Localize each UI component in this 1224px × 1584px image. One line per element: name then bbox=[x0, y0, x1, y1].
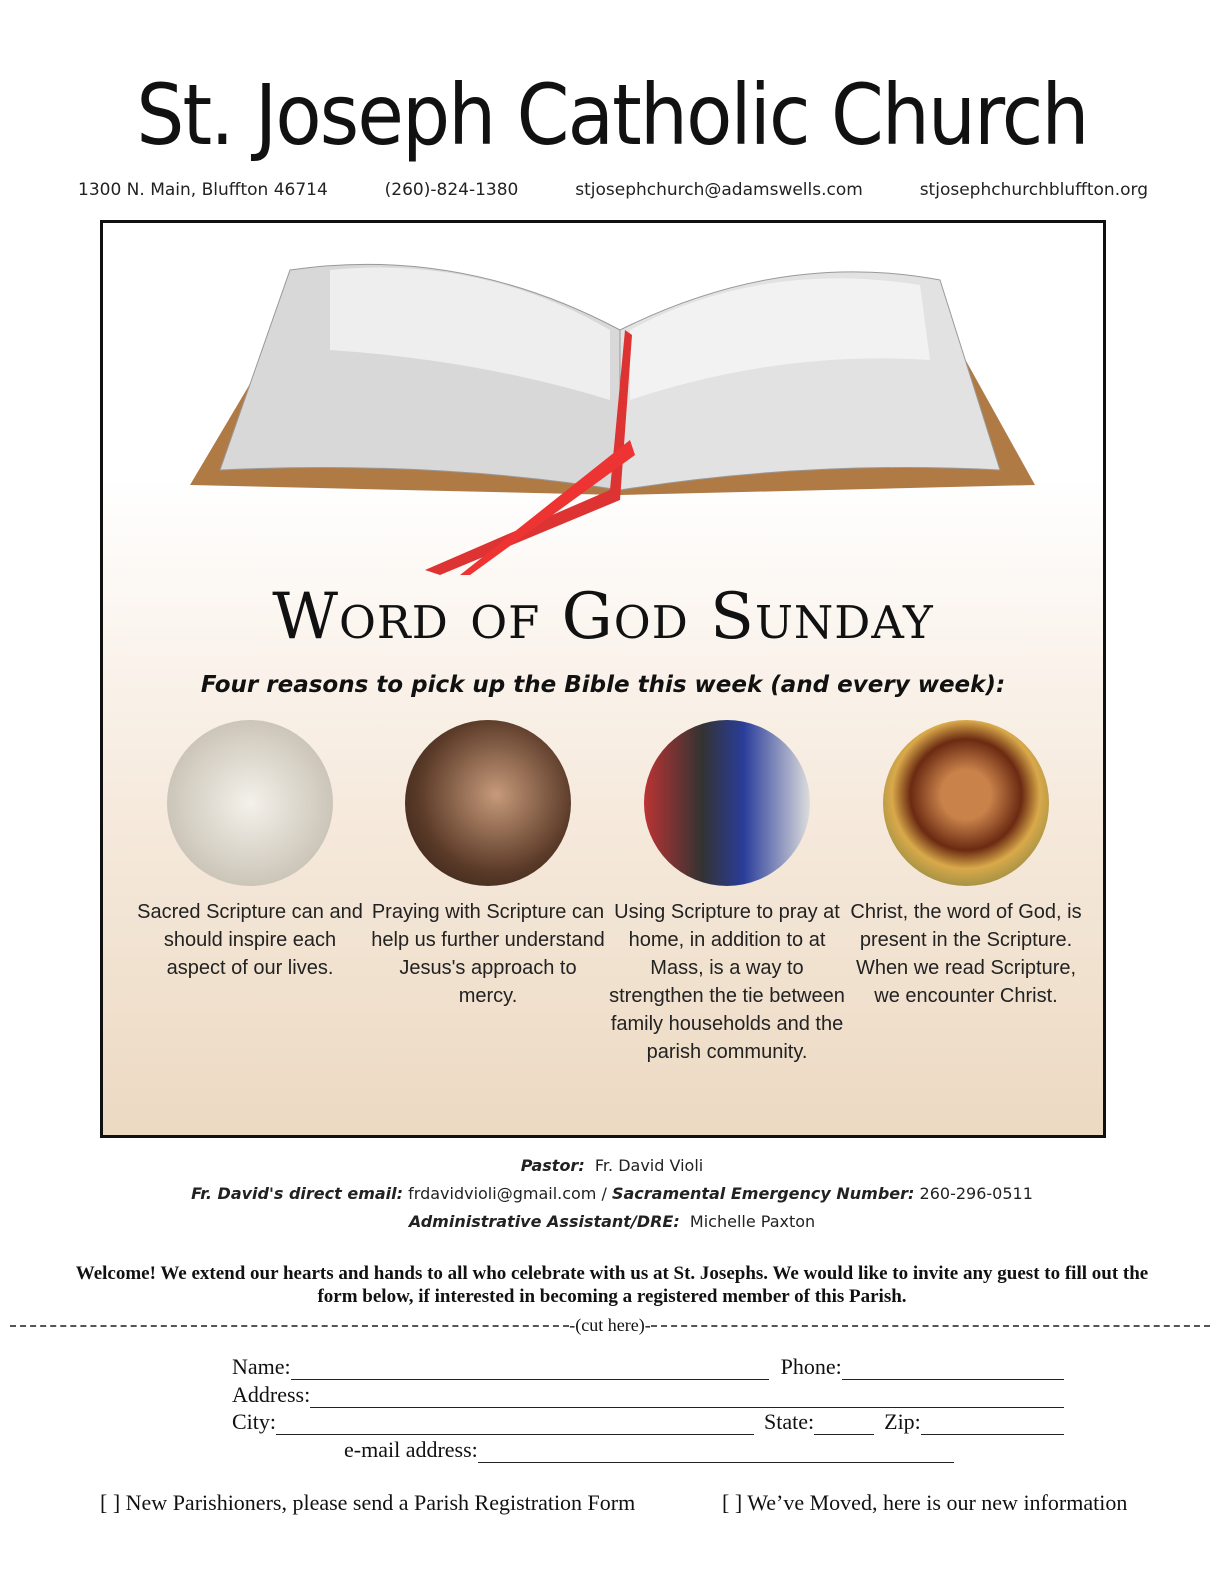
email-field[interactable] bbox=[478, 1443, 954, 1463]
christ-image bbox=[883, 720, 1049, 886]
name-field[interactable] bbox=[291, 1360, 769, 1380]
admin-line: Administrative Assistant/DRE: Michelle Paxton bbox=[408, 1212, 816, 1231]
psalms-image bbox=[167, 720, 333, 886]
welcome-text: Welcome! We extend our hearts and hands to all who celebrate with us at St. Josephs. We would like to invite any guest to fill out the form below, if interested in becoming a registered member of this Parish. bbox=[75, 1263, 1149, 1307]
email: stjosephchurch@adamswells.com bbox=[575, 180, 863, 200]
phone-field[interactable] bbox=[842, 1360, 1064, 1380]
zip-field[interactable] bbox=[921, 1415, 1064, 1435]
feature-heading: Word of God Sunday bbox=[272, 580, 934, 654]
reason-1: Sacred Scripture can and should inspire each aspect of our lives. bbox=[132, 720, 368, 982]
state-field[interactable] bbox=[814, 1415, 874, 1435]
praying-hands-image bbox=[405, 720, 571, 886]
reason-2: Praying with Scripture can help us further understand Jesus's approach to mercy. bbox=[370, 720, 606, 1010]
website: stjosephchurchbluffton.org bbox=[919, 180, 1148, 200]
pastor-line: Pastor: Fr. David Violi bbox=[520, 1156, 704, 1175]
moved-checkbox[interactable]: [ ] We’ve Moved, here is our new information bbox=[722, 1490, 1128, 1515]
email-line: Fr. David's direct email: frdavidvioli@gmail.com / Sacramental Emergency Number: 260-296-0511 bbox=[191, 1184, 1033, 1203]
open-bible-image bbox=[180, 240, 1040, 580]
reason-3: Using Scripture to pray at home, in addition to at Mass, is a way to strengthen the tie between family households and the parish community. bbox=[609, 720, 845, 1066]
address: 1300 N. Main, Bluffton 46714 bbox=[78, 180, 328, 200]
cut-line: -(cut here)- bbox=[10, 1315, 1210, 1336]
address-field[interactable] bbox=[310, 1388, 1064, 1408]
phone: (260)-824-1380 bbox=[384, 180, 519, 200]
new-parishioner-checkbox[interactable]: [ ] New Parishioners, please send a Parish Registration Form bbox=[100, 1490, 636, 1515]
contact-line bbox=[78, 180, 1148, 200]
reason-4: Christ, the word of God, is present in the Scripture. When we read Scripture, we encounter Christ. bbox=[848, 720, 1084, 1010]
church-title: St. Joseph Catholic Church bbox=[136, 66, 1088, 164]
city-field[interactable] bbox=[276, 1415, 754, 1435]
feature-subtitle: Four reasons to pick up the Bible this week (and every week): bbox=[200, 672, 1006, 698]
pastor-email-link[interactable]: frdavidvioli@gmail.com bbox=[408, 1184, 597, 1203]
family-reading-image bbox=[644, 720, 810, 886]
